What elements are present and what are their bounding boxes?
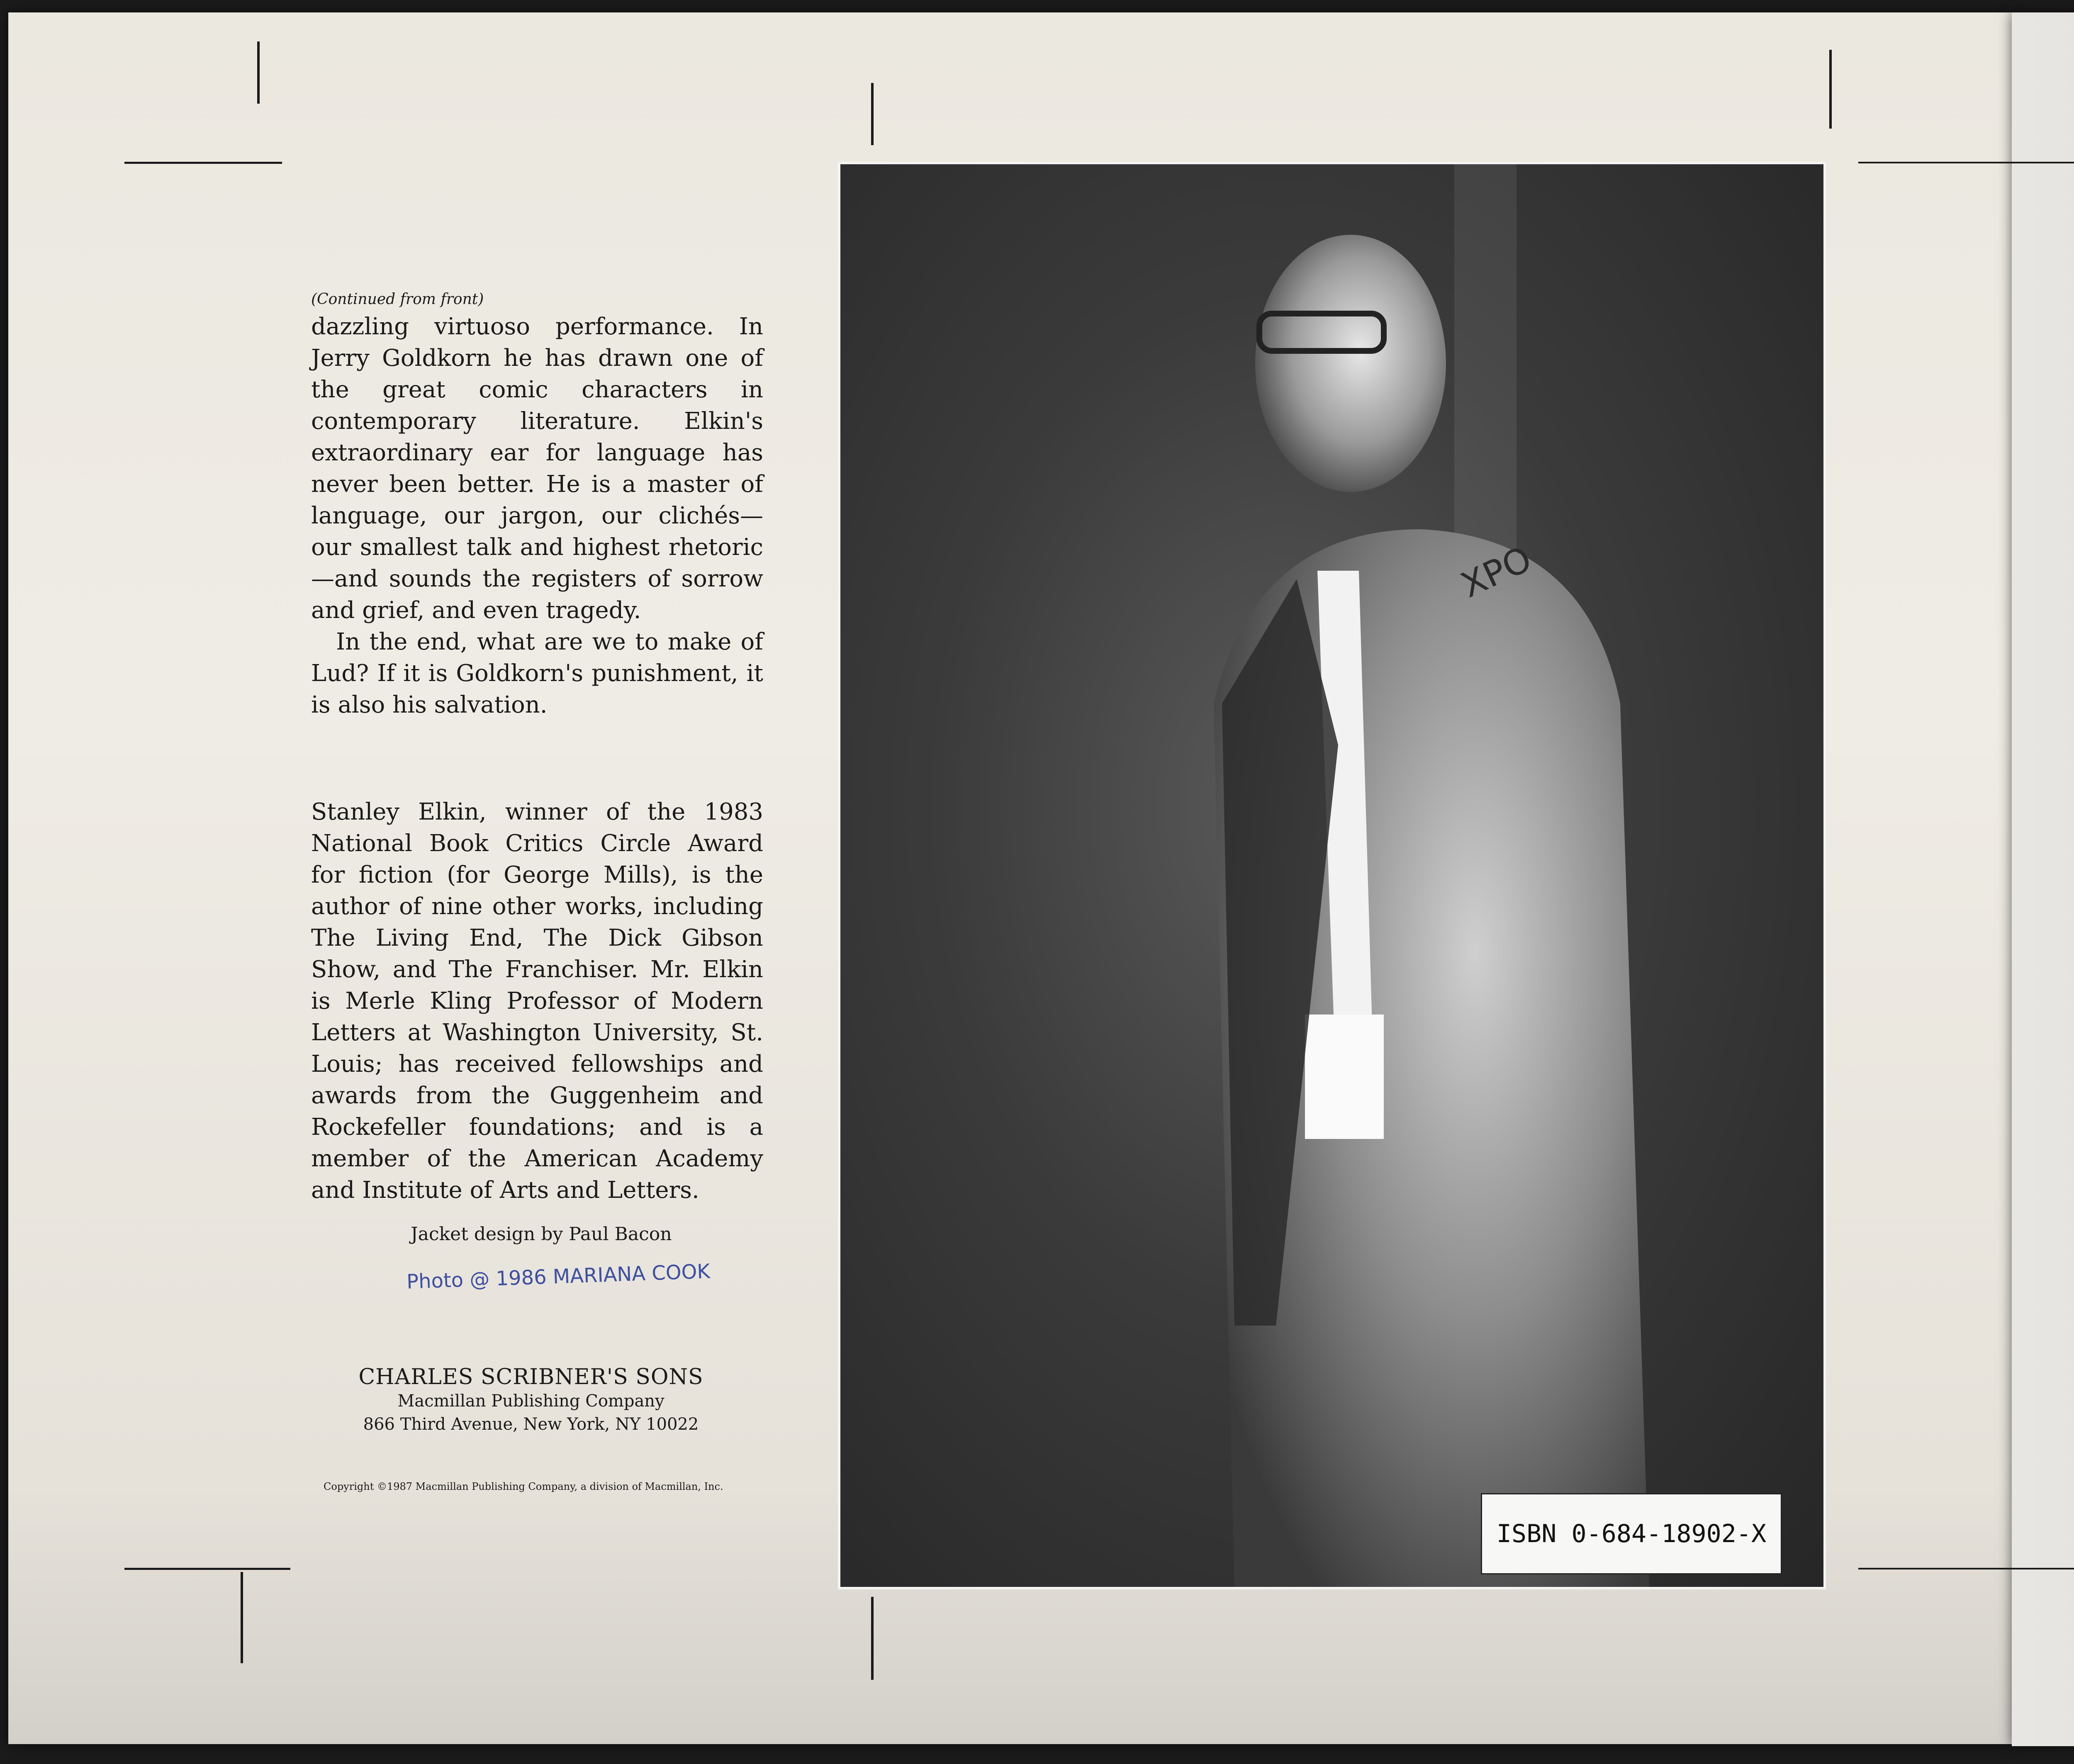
crop-mark — [124, 1568, 290, 1570]
jacket-design-credit: Jacket design by Paul Bacon — [411, 1224, 672, 1245]
crop-mark — [1858, 162, 2074, 163]
continued-from-front: (Continued from front) — [311, 291, 484, 308]
left-flap-text — [311, 290, 763, 721]
author-figure-silhouette — [840, 164, 1823, 1587]
crop-mark — [257, 41, 260, 104]
left-paragraph-1: dazzling virtuoso performance. In Jerry Goldkorn he has drawn one of the great comic characters in contemporary literature. Elkin's extraordinary ear for language has never been better. He is a master of language, our jargon, our clichés—our smallest talk and highest rhetoric—and sounds the registers of sorrow and grief, and even tragedy. — [311, 313, 763, 624]
isbn-label: ISBN 0-684-18902-X — [1481, 1493, 1782, 1574]
crop-mark — [241, 1572, 243, 1663]
crop-mark — [871, 1597, 874, 1680]
jacket-right-sheet — [2012, 12, 2074, 1746]
publisher-block — [324, 1365, 738, 1436]
publisher-company: Macmillan Publishing Company — [397, 1392, 665, 1411]
publisher-name: CHARLES SCRIBNER'S SONS — [358, 1365, 704, 1389]
author-bio: Stanley Elkin, winner of the 1983 National Book Critics Circle Award for fiction (for George Mills), is the author of nine other works, including The Living End, The Dick Gibson Show, and The Franchiser. Mr. Elkin is Merle Kling Professor of Modern Letters at Washington University, St. Louis; has received fellowships and awards from the Guggenheim and Rockefeller foundations; and is a member of the American Academy and Institute of Arts and Letters. — [311, 798, 763, 1204]
photo-credit-handwritten: Photo @ 1986 MARIANA COOK — [406, 1260, 711, 1294]
publisher-address: 866 Third Avenue, New York, NY 10022 — [363, 1415, 699, 1434]
xpo-mark: XPO — [1455, 538, 1538, 606]
copyright-line: Copyright ©1987 Macmillan Publishing Company, a division of Macmillan, Inc. — [324, 1481, 723, 1492]
crop-mark — [1858, 1568, 2074, 1569]
left-paragraph-2: In the end, what are we to make of Lud? If it is Goldkorn's punishment, it is also his salvation. — [311, 628, 763, 718]
crop-mark — [1829, 50, 1832, 129]
crop-mark — [871, 83, 874, 145]
crop-mark — [124, 162, 282, 164]
author-photo — [838, 162, 1826, 1589]
